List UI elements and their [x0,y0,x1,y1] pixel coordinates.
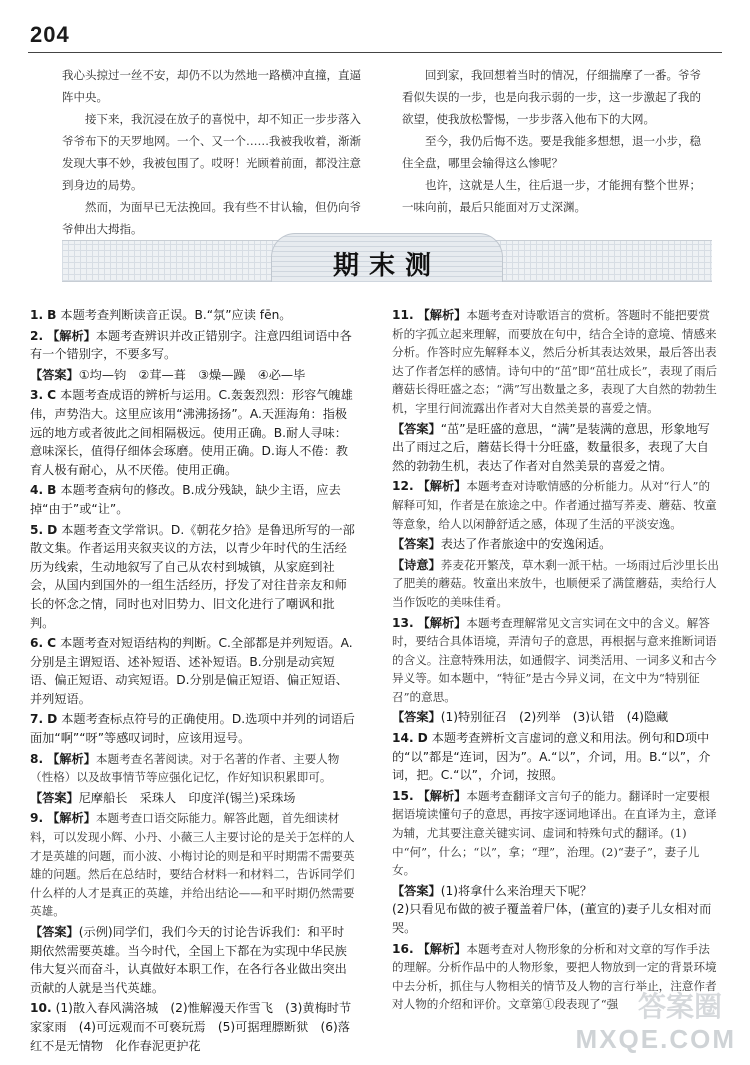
item-tag: 【解析】 [417,479,467,494]
essay-paragraph: 至今，我仍后悔不迭。要是我能多想想，退一小步，稳住全盘，哪里会输得这么惨呢？ [402,134,701,170]
item-text: (1)将拿什么来治理天下呢？ [440,883,593,898]
item-tag: 【答案】 [392,883,441,898]
section-banner [62,240,712,282]
item-tag: 【答案】 [392,421,441,436]
answer-item [392,787,720,880]
essay-paragraph: 也许，这就是人生，往后退一步，才能拥有整个世界；一味向前，最后只能面对万丈深渊。 [402,178,701,214]
item-text: 荞麦花开繁茂，草木剩一派干枯。一场雨过后沙里长出了肥美的蘑菇。牧童出来放牛，也顺便采了满筐蘑菇，卖给行人当作饭吃的美味佳肴。 [392,557,720,609]
answer-item [30,789,356,808]
item-text: 本题考查文学常识。D.《朝花夕拾》是鲁迅所写的一部散文集。作者运用夹叙夹议的方法，以青少年时代的生活经历为线索，生动地叙写了自己从农村到城镇，从家庭到社会，从国内到国外的一组生活经历，抒发了对往昔亲友和师长的怀念之情，同时也对旧势力、旧文化进行了嘲讽和批判。 [30,522,355,630]
answer-item [30,923,356,997]
item-text: ①均—钧 ②茸—葺 ③燥—躁 ④必—毕 [78,367,306,382]
item-text: 本题考查辨识并改正错别字。注意四组词语中各有一个错别字，不要多写。 [30,328,352,362]
answers-right-column [392,306,720,1016]
section-title: 期末测 [332,251,442,281]
item-number: 12. [392,479,414,494]
answer-item [392,556,720,612]
item-text: 本题考查名著阅读。对于名著的作者、主要人物（性格）以及故事情节等应强化记忆，作好知识积累即可。 [30,751,340,785]
answer-item [392,729,720,785]
item-tag: 【解析】 [417,941,467,956]
item-number: 2. [30,328,44,343]
item-text: 本题考查对短语结构的判断。C.全部都是并列短语。A.分别是主谓短语、述补短语、述补短语。B.分别是动宾短语、偏正短语、动宾短语。D.分别是偏正短语、偏正短语、并列短语。 [30,636,353,706]
item-number: 5. [30,522,44,537]
item-text: 本题考查口语交际能力。解答此题，首先细读材料，可以发现小辉、小丹、小薇三人主要讨论的是关于怎样的人才是英雄的问题，而小波、小梅讨论的则是和平时期需不需要英雄的问题。然后在总结时，要结合材料一和材料二，告诉同学们什么样的人才是真正的英雄，并给出结论——和平时期仍然需要英雄。 [30,811,355,919]
answer-item [392,614,720,707]
answer-item [30,809,356,921]
item-text: (1)散入春风满洛城 (2)惟解漫天作雪飞 (3)黄梅时节家家雨 (4)可远观而不可亵玩焉 (5)可据理膘断狱 (6)落红不是无情物 化作春泥更护花 [30,1001,352,1053]
item-text: “茁”是旺盛的意思，“满”是装满的意思，形象地写出了雨过之后，蘑菇长得十分旺盛，数量很多，表现了大自然的勃勃生机，表达了作者对自然美景的喜爱之情。 [392,421,710,473]
item-tag: 【答案】 [30,790,79,805]
item-number: 7. [30,712,44,727]
item-text: 本题考查对诗歌情感的分析能力。从对“行人”的解释可知，作者是在旅途之中。作者通过描写荞麦、蘑菇、牧童等意象，给人以闲静舒适之感，体现了生活的平淡安逸。 [392,479,717,531]
answers-left-column [30,306,356,1057]
watermark-logo: 答案圈 [637,990,722,1023]
item-text: (示例)同学们，我们今天的讨论告诉我们：和平时期依然需要英雄。当今时代，全国上下都在为实现中华民族伟大复兴而奋斗，认真做好本职工作，在各行各业做出突出贡献的人就是当代英雄。 [30,925,347,995]
choice-answer: D [417,731,428,746]
item-number: 1. [30,308,44,322]
essay-right-column [402,64,712,218]
item-number: 15. [392,788,414,803]
answer-item [30,481,356,518]
item-number: 9. [30,811,44,826]
answer-item [30,710,356,747]
answer-item [30,306,356,325]
item-text: 本题考查病句的修改。B.成分残缺，缺少主语，应去掉“由于”或“让”。 [30,483,341,516]
watermark: MXQE.COM [575,1024,736,1054]
item-tag: 【答案】 [30,925,79,939]
answer-item [30,999,356,1055]
item-tag: 【答案】 [392,537,441,552]
choice-answer: D [47,522,58,537]
essay-left-column [62,64,372,240]
item-number: 10. [30,1001,52,1016]
item-number: 8. [30,751,44,766]
page-number: 204 [30,22,70,47]
item-text: (1)特别征召 (2)列举 (3)认错 (4)隐藏 [440,710,669,725]
item-text: 本题考查翻译文言句子的能力。翻译时一定要根据语境读懂句子的意思，再按字逐词地译出。在直译为主，意译为辅，尤其要注意关键实词、虚词和特殊句式的翻译。(1)中“何”，什么；“以”，拿；“理”，治理。(2)“妻子”，妻子儿女。 [392,788,717,878]
choice-answer: C [47,388,57,403]
item-tag: 【解析】 [417,615,467,630]
item-text: 本题考查标点符号的正确使用。D.选项中并列的词语后面加“啊”“呀”等感叹词时，应该用逗号。 [30,712,355,746]
item-number: 4. [30,483,44,498]
answer-item [30,634,356,708]
answer-item [392,882,720,938]
item-text: 本题考查判断读音正误。B.“氛”应读 fēn。 [60,308,292,322]
essay-paragraph: 我心头掠过一丝不安，却仍不以为然地一路横冲直撞，直逼阵中央。 [62,68,361,104]
item-tag: 【解析】 [47,751,96,766]
essay-section [62,64,712,236]
item-number: 3. [30,388,44,403]
item-tag: 【答案】 [30,367,79,382]
choice-answer: C [47,636,57,651]
item-number: 13. [392,615,414,630]
item-tag: 【诗意】 [392,557,441,572]
answer-item [392,535,720,554]
choice-answer: D [47,712,58,727]
item-text: 尼摩船长 采珠人 印度洋(锡兰)采珠场 [78,790,296,805]
item-number: 6. [30,636,44,651]
choice-answer: B [47,483,57,498]
essay-paragraph: 然而，为面早已无法挽回。我有些不甘认输，但仍向爷爷伸出大拇指。 [62,200,361,236]
answer-item [30,386,356,479]
item-text: 本题考查辨析文言虚词的意义和用法。例句和D项中的“以”都是“连词，因为”。A.“以”，介词，用。B.“以”，介词，把。C.“以”，介词，按照。 [392,731,711,783]
item-tag: 【解析】 [47,811,96,826]
item-tag: 【解析】 [47,328,96,343]
item-text: 本题考查成语的辨析与运用。C.轰轰烈烈：形容气魄雄伟，声势浩大。这里应该用“沸沸扬扬”。A.天涯海角：指极远的地方或者彼此之间相隔极远。使用正确。B.耐人寻味：意味深长，值得仔细体会琢磨。使用正确。D.诲人不倦：教育人极有耐心，从不厌倦。使用正确。 [30,388,353,477]
item-text: (2)只看见布做的被子覆盖着尸体，(董宣的)妻子儿女相对而哭。 [392,902,712,935]
essay-paragraph: 回到家，我回想着当时的情况，仔细揣摩了一番。爷爷看似失误的一步，也是向我示弱的一步，这一步激起了我的欲望，使我放松警惕，一步步落入他布下的大网。 [402,68,701,126]
answer-item [30,521,356,633]
answer-item [30,327,356,364]
item-tag: 【解析】 [417,308,467,322]
item-number: 16. [392,941,414,956]
item-number: 11. [392,308,414,322]
item-tag: 【答案】 [392,710,441,725]
choice-answer: B [47,308,57,322]
item-tag: 【解析】 [417,788,467,803]
answer-item [392,477,720,533]
answer-item [30,366,356,385]
item-text: 本题考查理解常见文言实词在文中的含义。解答时，要结合具体语境，弄清句子的意思，再根据与意来推断词语的含义。注意特殊用法，如通假字、词类活用、一词多义和古今异义等。如本题中，“特征”是古今异义词，在文中为“特别征召”的意思。 [392,615,717,704]
item-text: 本题考查对诗歌语言的赏析。答题时不能把要赏析的字孤立起来理解，而要放在句中，结合全诗的意境、情感来分析。作答时应先解释本义，然后分析其表达效果，最后答出表达了作者怎样的感情。诗句中的“茁”即“茁壮成长”，表现了雨后蘑菇长得旺盛之态；“满”写出数量之多，表现了大自然的勃勃生机，字里行间流露出作者对大自然美景的喜爱之情。 [392,308,718,415]
essay-paragraph: 接下来，我沉浸在放子的喜悦中，却不知正一步步落入爷爷布下的天罗地网。一个、又一个……我被我收着，渐渐发现大事不妙，我被包围了。哎呀！光顾着前面，都没注意到身边的局势。 [62,112,361,192]
answer-item [392,708,720,727]
answer-item [392,420,720,476]
item-text: 表达了作者旅途中的安逸闲适。 [440,537,612,552]
item-number: 14. [392,731,414,746]
top-rule [28,52,722,53]
answer-item [392,306,720,418]
item-text: 本题考查对人物形象的分析和对文章的写作手法的理解。分析作品中的人物形象，要把人物放到一定的背景环境中去分析，抓住与人物相关的情节及人物的言行举止，注意作者对人物的介绍和评价。文章第①段表现了“强 [392,941,717,1012]
answer-item [30,750,356,787]
